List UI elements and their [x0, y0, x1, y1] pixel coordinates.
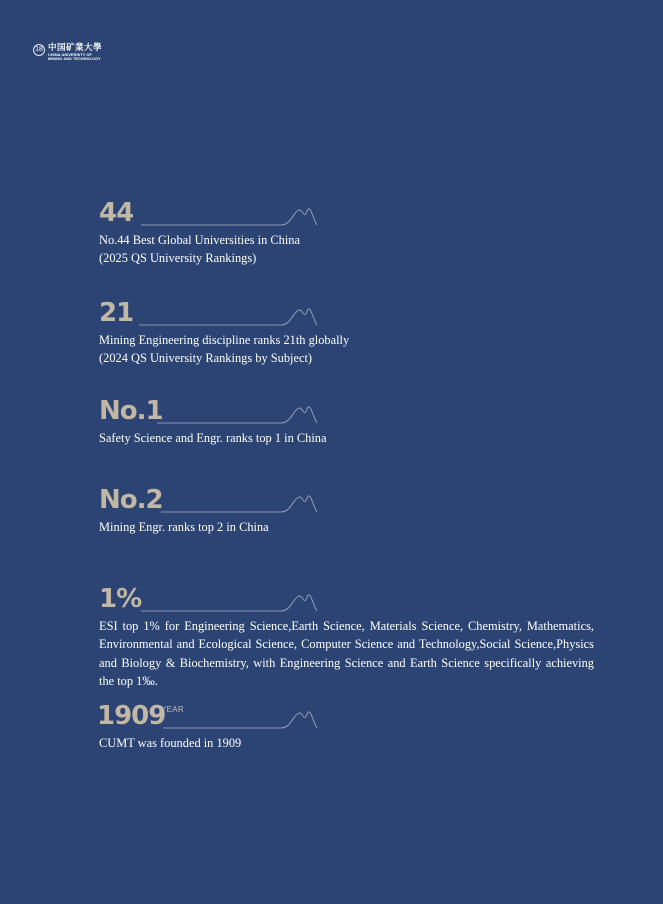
stat-desc-line: (2025 QS University Rankings): [99, 251, 257, 265]
stat-value: 1%: [99, 584, 142, 614]
stat-desc-line: No.44 Best Global Universities in China: [99, 233, 300, 247]
stat-value: 44: [99, 198, 134, 228]
peak-line-decoration: [139, 304, 319, 326]
stat-value: 21: [99, 298, 134, 328]
university-logo: [33, 44, 102, 62]
stat-value: No.1: [99, 396, 163, 426]
peak-line-decoration: [163, 707, 319, 729]
year-label: YEAR: [161, 705, 184, 714]
logo-english-line-2: MINING AND TECHNOLOGY: [48, 57, 101, 62]
logo-chinese-name: 中国矿業大學: [48, 43, 103, 53]
stat-paragraph: ESI top 1% for Engineering Science,Earth Science, Materials Science, Chemistry, Mathematics, Environmental and Ecological Science, Computer Science and Technology,Social Science,Physics and Biology & Biochemistry, with Engineering Science and Earth Science specifically achieving the top 1‰.: [99, 619, 594, 688]
stat-esi-top: [99, 576, 599, 690]
stat-safety-science: [99, 388, 599, 447]
logo-english-line-1: CHINA UNIVERSITY OF: [48, 52, 92, 57]
stat-desc-line: Safety Science and Engr. ranks top 1 in China: [99, 431, 327, 445]
peak-line-decoration: [157, 402, 319, 424]
stat-qs-ranking: [99, 190, 599, 267]
stat-mining-engr: [99, 477, 599, 536]
stat-desc-line: CUMT was founded in 1909: [99, 736, 242, 750]
peak-line-decoration: [141, 204, 319, 226]
page-number: 18: [33, 44, 45, 56]
stat-mining-engineering: [99, 290, 599, 367]
stat-founded: [97, 693, 597, 752]
stat-desc-line: (2024 QS University Rankings by Subject): [99, 351, 313, 365]
stat-desc-line: Mining Engineering discipline ranks 21th globally: [99, 333, 350, 347]
peak-line-decoration: [141, 590, 319, 612]
stat-value: No.2: [99, 485, 163, 515]
peak-line-decoration: [161, 491, 319, 513]
stat-value: 1909: [97, 701, 166, 731]
stat-desc-line: Mining Engr. ranks top 2 in China: [99, 520, 269, 534]
